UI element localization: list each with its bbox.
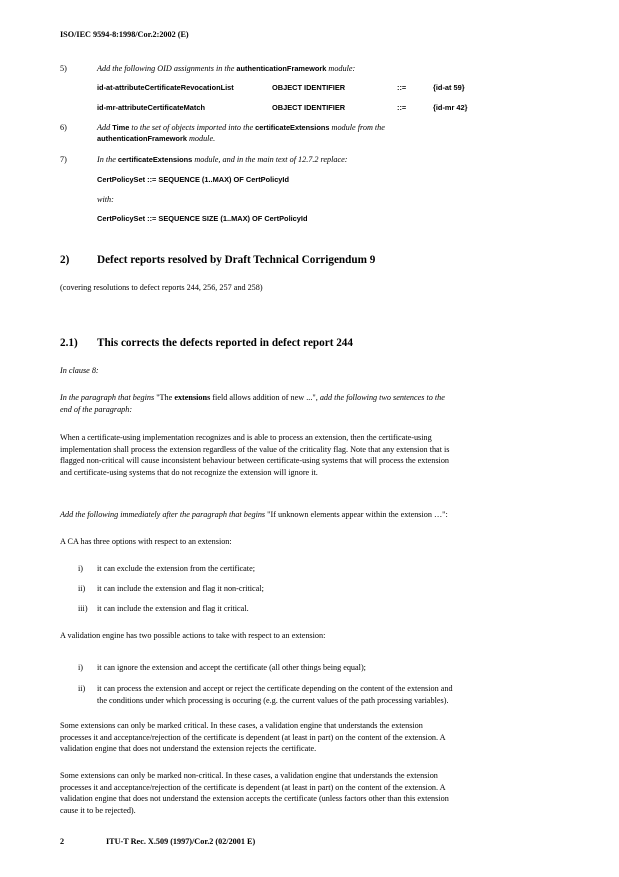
section-2-covering: (covering resolutions to defect reports 244, 256, 257 and 258) — [60, 283, 263, 292]
intro-instruction-line2: end of the paragraph: — [60, 405, 133, 414]
oid-row-kind: OBJECT IDENTIFIER — [272, 83, 346, 92]
item-6-tail: module from the — [331, 123, 385, 132]
item-5-instruction — [97, 64, 355, 73]
ca-option-text: it can include the extension and flag it non-critical; — [97, 584, 264, 593]
section-2-1-number: 2.1) — [60, 337, 78, 349]
paragraph-criticality — [60, 432, 552, 478]
ve-option-number: ii) — [78, 684, 86, 693]
item-6-mid: to the set of objects imported into the — [131, 123, 254, 132]
intro-p2: add the following two sentences to the — [319, 393, 445, 402]
ve-option-text: it can process the extension and accept or reject the certificate depending on the content of the extension and — [97, 684, 453, 693]
add-after-instruction — [60, 510, 448, 519]
paragraph-line: cause it to be rejected). — [60, 805, 136, 815]
add-after-lead: Add the following immediately after the paragraph that begins — [60, 510, 266, 519]
oid-row-value: {id-at 59} — [433, 83, 465, 92]
item-6-instruction-line1 — [97, 123, 385, 132]
item-7-number: 7) — [60, 155, 67, 164]
oid-row-name: id-mr-attributeCertificateMatch — [97, 103, 205, 112]
intro-p1: In the paragraph that begins — [60, 393, 155, 402]
intro-instruction-line1 — [60, 393, 445, 402]
paragraph-line: processes it and acceptance/rejection of the certificate is dependent (at least in part) on the content of the extension. A — [60, 782, 446, 792]
oid-row-kind: OBJECT IDENTIFIER — [272, 103, 346, 112]
paragraph-critical-only — [60, 720, 552, 755]
item-6-add: Add — [97, 123, 111, 132]
ve-intro: A validation engine has two possible actions to take with respect to an extension: — [60, 631, 326, 640]
ca-option-text: it can include the extension and flag it critical. — [97, 604, 249, 613]
item-5-tail: module: — [328, 64, 356, 73]
item-6-number: 6) — [60, 123, 67, 132]
item-6-tail2: module. — [188, 134, 216, 143]
add-after-quote: "If unknown elements appear within the extension …": — [267, 510, 448, 519]
item-6-module: certificateExtensions — [255, 123, 330, 132]
item-5-module: authenticationFramework — [236, 64, 327, 73]
paragraph-noncritical-only — [60, 770, 552, 816]
oid-row-operator: ::= — [397, 83, 407, 92]
ca-option-number: i) — [78, 564, 84, 573]
paragraph-line: When a certificate-using implementation recognizes and is able to process an extension, then the certificate-using — [60, 433, 432, 442]
in-clause-label: In clause 8: — [60, 366, 99, 375]
with-label: with: — [97, 195, 114, 204]
intro-q2: field allows addition of new ...", — [212, 393, 318, 402]
ve-option-text: the conditions under which processing is occuring (e.g. the current values of the path processing variables). — [97, 696, 449, 705]
ca-option-text: it can exclude the extension from the certificate; — [97, 564, 255, 573]
paragraph-line: and certificate-using systems that do not recognize the extension will ignore it. — [60, 467, 318, 477]
item-7-tail: module, and in the main text of 12.7.2 replace: — [194, 155, 348, 164]
ca-option-number: ii) — [78, 584, 86, 593]
code-replacement: CertPolicySet ::= SEQUENCE SIZE (1..MAX) OF CertPolicyId — [97, 214, 308, 223]
paragraph-line: implementation shall process the extension regardless of the value of the criticality flag. Note that any extension that is — [60, 444, 450, 454]
code-original: CertPolicySet ::= SEQUENCE (1..MAX) OF CertPolicyId — [97, 175, 289, 184]
intro-keyword: extensions — [174, 393, 211, 402]
oid-row-value: {id-mr 42} — [433, 103, 468, 112]
section-2-1-title: This corrects the defects reported in defect report 244 — [97, 337, 353, 349]
item-7-instruction — [97, 155, 348, 164]
section-2-number: 2) — [60, 254, 70, 266]
item-5-number: 5) — [60, 64, 67, 73]
item-7-module: certificateExtensions — [117, 155, 193, 164]
ve-option-text: it can ignore the extension and accept the certificate (all other things being equal); — [97, 663, 366, 672]
section-2-title: Defect reports resolved by Draft Technical Corrigendum 9 — [97, 254, 376, 266]
paragraph-line: validation engine that does not understand the extension accepts the certificate (unless factors other than this extension — [60, 794, 449, 803]
paragraph-line: flagged non-critical will cause inconsistent behaviour between certificate-using systems that will process the extension — [60, 456, 450, 465]
item-7-lead: In the — [97, 155, 116, 164]
oid-row-operator: ::= — [397, 103, 407, 112]
ve-option-number: i) — [78, 663, 84, 672]
footer-reference: ITU-T Rec. X.509 (1997)/Cor.2 (02/2001 E) — [106, 837, 256, 846]
intro-q1: "The — [156, 393, 173, 402]
item-5-lead: Add the following OID assignments in the — [97, 64, 235, 73]
oid-row-name: id-at-attributeCertificateRevocationList — [97, 83, 234, 92]
paragraph-line: Some extensions can only be marked critical. In these cases, a validation engine that understands the extension — [60, 721, 423, 730]
ca-option-number: iii) — [78, 604, 88, 613]
running-header: ISO/IEC 9594-8:1998/Cor.2:2002 (E) — [60, 30, 189, 39]
item-6-module2: authenticationFramework — [97, 134, 187, 143]
item-6-instruction-line2 — [97, 134, 215, 143]
paragraph-line: Some extensions can only be marked non-critical. In these cases, a validation engine that understands the extension — [60, 771, 438, 780]
paragraph-line: validation engine that does not understand the extension rejects the certificate. — [60, 744, 317, 753]
paragraph-line: processes it and acceptance/rejection of the certificate is dependent (at least in part) on the content of the extension. A — [60, 732, 446, 742]
item-6-time: Time — [112, 123, 130, 132]
ca-intro: A CA has three options with respect to an extension: — [60, 537, 232, 546]
page-number: 2 — [60, 837, 65, 846]
